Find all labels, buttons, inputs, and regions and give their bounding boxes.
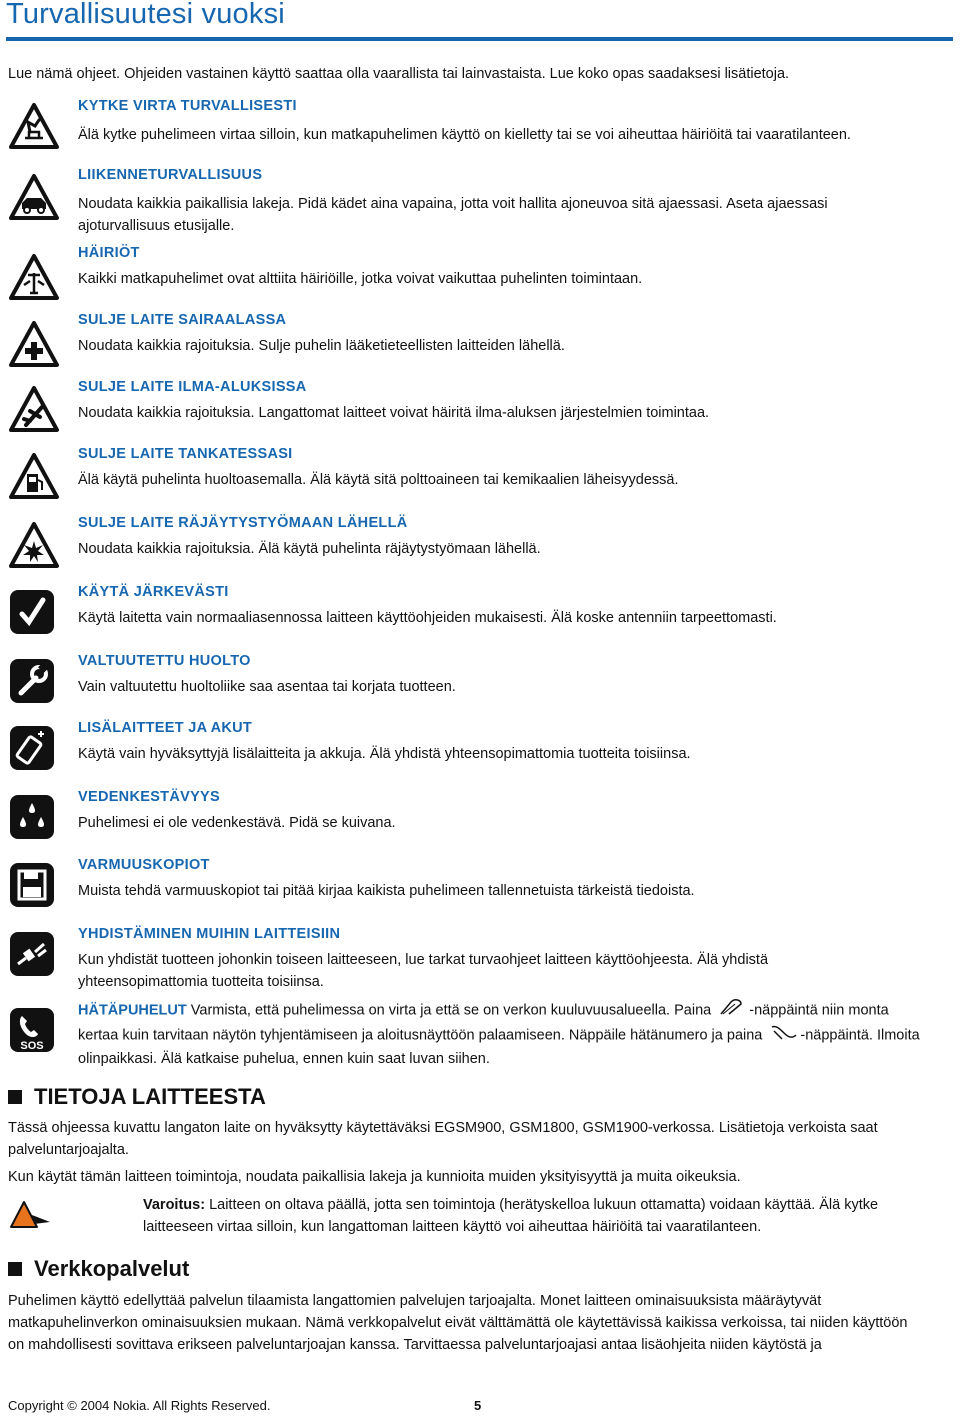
section-heading: SULJE LAITE SAIRAALASSA	[78, 312, 287, 328]
device-section-heading: TIETOJA LAITTEESTA	[8, 1084, 266, 1110]
section-text: Noudata kaikkia rajoituksia. Langattomat laitteet voivat häiritä ilma-aluksen järjestelmien toimintaa.	[78, 405, 710, 421]
section-text: Älä kytke puhelimeen virtaa silloin, kun matkapuhelimen käyttö on kielletty tai se voi aiheuttaa häiriöitä tai vaaratilanteen.	[78, 127, 851, 143]
section-text: Muista tehdä varmuuskopiot tai pitää kirjaa kaikista puhelimeen tallennetuista tärkeistä tiedoista.	[78, 883, 695, 899]
network-section-heading: Verkkopalvelut	[8, 1256, 189, 1282]
wrench-icon	[8, 657, 56, 705]
section-text: Kaikki matkapuhelimet ovat alttiita häiriöille, jotka voivat vaikuttaa puhelinten toimintaan.	[78, 271, 643, 287]
section-text: Puhelimesi ei ole vedenkestävä. Pidä se kuivana.	[78, 815, 396, 831]
section-heading: KÄYTÄ JÄRKEVÄSTI	[78, 584, 229, 600]
section-heading: VARMUUSKOPIOT	[78, 857, 210, 873]
copyright: Copyright © 2004 Nokia. All Rights Reserved.	[8, 1398, 271, 1413]
section-text: Käytä vain hyväksyttyjä lisälaitteita ja akkuja. Älä yhdistä yhteensopimattomia tuotteita toisiinsa.	[78, 746, 691, 762]
checkmark-icon	[8, 588, 56, 636]
section-text: Kun yhdistät tuotteen johonkin toiseen laitteeseen, lue tarkat turvaohjeet laitteen käyttöohjeesta. Älä yhdistä yhteensopimattomia tuotteita toisiinsa.	[78, 952, 769, 990]
title-rule	[6, 37, 953, 41]
section-heading: SULJE LAITE RÄJÄYTYSTYÖMAAN LÄHELLÄ	[78, 515, 408, 531]
section-heading: VEDENKESTÄVYYS	[78, 789, 220, 805]
battery-icon	[8, 724, 56, 772]
switch-on-hand-icon	[8, 102, 60, 150]
section-heading: SULJE LAITE ILMA-ALUKSISSA	[78, 379, 307, 395]
fuel-pump-icon	[8, 452, 60, 500]
svg-text:SOS: SOS	[20, 1040, 44, 1052]
call-key-icon	[768, 1023, 798, 1048]
section-heading: KYTKE VIRTA TURVALLISESTI	[78, 98, 297, 114]
car-icon	[8, 173, 60, 221]
heading-bullet	[8, 1262, 22, 1276]
water-drops-icon	[8, 793, 56, 841]
warning-label: Varoitus:	[143, 1197, 206, 1213]
section-heading: HÄIRIÖT	[78, 245, 140, 261]
network-paragraph-1: Puhelimen käyttö edellyttää palvelun tilaamista langattomien palvelujen tarjoajalta. Monet laitteen ominaisuuksista määräytyvät matkapuhelinverkon ominaisuuksien mukaan. Nämä verkkopalvelut eivät välttämättä ole käytettävissä kaikissa verkoissa, tai niiden käyttöön on mahdollisesti sovittava erikseen palveluntarjoajan kanssa. Tarvittaessa palveluntarjoajasi antaa lisäohjeita niiden käytöstä ja	[8, 1293, 908, 1353]
page-number: 5	[474, 1398, 482, 1413]
section-heading: SULJE LAITE TANKATESSASI	[78, 446, 293, 462]
device-paragraph-2: Kun käytät tämän laitteen toimintoja, noudata paikallisia lakeja ja kunnioita muiden yksityisyyttä ja muita oikeuksia.	[8, 1169, 741, 1185]
section-text: Vain valtuutettu huoltoliike saa asentaa tai korjata tuotteen.	[78, 679, 456, 695]
floppy-disk-icon	[8, 861, 56, 909]
end-key-icon	[717, 998, 747, 1023]
section-text: Noudata kaikkia rajoituksia. Älä käytä puhelinta räjäytystyömaan lähellä.	[78, 541, 541, 557]
section-heading: YHDISTÄMINEN MUIHIN LAITTEISIIN	[78, 926, 341, 942]
hospital-cross-icon	[8, 320, 60, 368]
warning-text: Varoitus: Laitteen on oltava päällä, jotta sen toimintoja (herätyskelloa lukuun ottamatta) voidaan käyttää. Älä kytke laitteeseen virtaa silloin, kun langattoman laitteen käyttö voi aiheuttaa häiriöitä tai vaaratilanteen.	[143, 1197, 879, 1235]
warning-triangle-icon	[10, 1200, 52, 1235]
emergency-heading: HÄTÄPUHELUT	[78, 1002, 187, 1019]
section-text: Noudata kaikkia rajoituksia. Sulje puhelin lääketieteellisten laitteiden lähellä.	[78, 338, 565, 354]
heading-bullet	[8, 1090, 22, 1104]
explosion-icon	[8, 521, 60, 569]
section-text: Käytä laitetta vain normaaliasennossa laitteen käyttöohjeiden mukaisesti. Älä koske antenniin tarpeettomasti.	[78, 610, 777, 626]
interference-icon	[8, 253, 60, 301]
airplane-icon	[8, 385, 60, 433]
section-heading: LIIKENNETURVALLISUUS	[78, 167, 263, 183]
device-paragraph-1: Tässä ohjeessa kuvattu langaton laite on hyväksytty käytettäväksi EGSM900, GSM1800, GSM1900-verkossa. Lisätietoja verkoista saat palveluntarjoajalta.	[8, 1120, 878, 1158]
emergency-text: HÄTÄPUHELUT Varmista, että puhelimessa on virta ja että se on verkon kuuluvuusalueella. Paina -näppäintä niin monta kertaa kuin tarvitaan näytön tyhjentämiseen ja aloitusnäyttöön palaamiseen. Näppäile hätänumero ja paina -näppäintä. Ilmoita olinpaikkasi. Älä katkaise puhelua, ennen kuin saat luvan siihen.	[78, 998, 928, 1070]
section-text: Älä käytä puhelinta huoltoasemalla. Älä käytä sitä polttoaineen tai kemikaalien läheisyydessä.	[78, 472, 679, 488]
section-text: Noudata kaikkia paikallisia lakeja. Pidä kädet aina vapaina, jotta voit hallita ajoneuvoa sitä ajaessasi. Aseta ajaessasi ajoturvallisuus etusijalle.	[78, 196, 828, 234]
plug-icon	[8, 930, 56, 978]
section-heading: VALTUUTETTU HUOLTO	[78, 653, 251, 669]
intro-text: Lue nämä ohjeet. Ohjeiden vastainen käyttö saattaa olla vaarallista tai lainvastaista. Lue koko opas saadaksesi lisätietoja.	[8, 66, 790, 82]
page-title: Turvallisuutesi vuoksi	[6, 0, 285, 30]
section-heading: LISÄLAITTEET JA AKUT	[78, 720, 253, 736]
sos-phone-icon	[8, 1006, 56, 1054]
